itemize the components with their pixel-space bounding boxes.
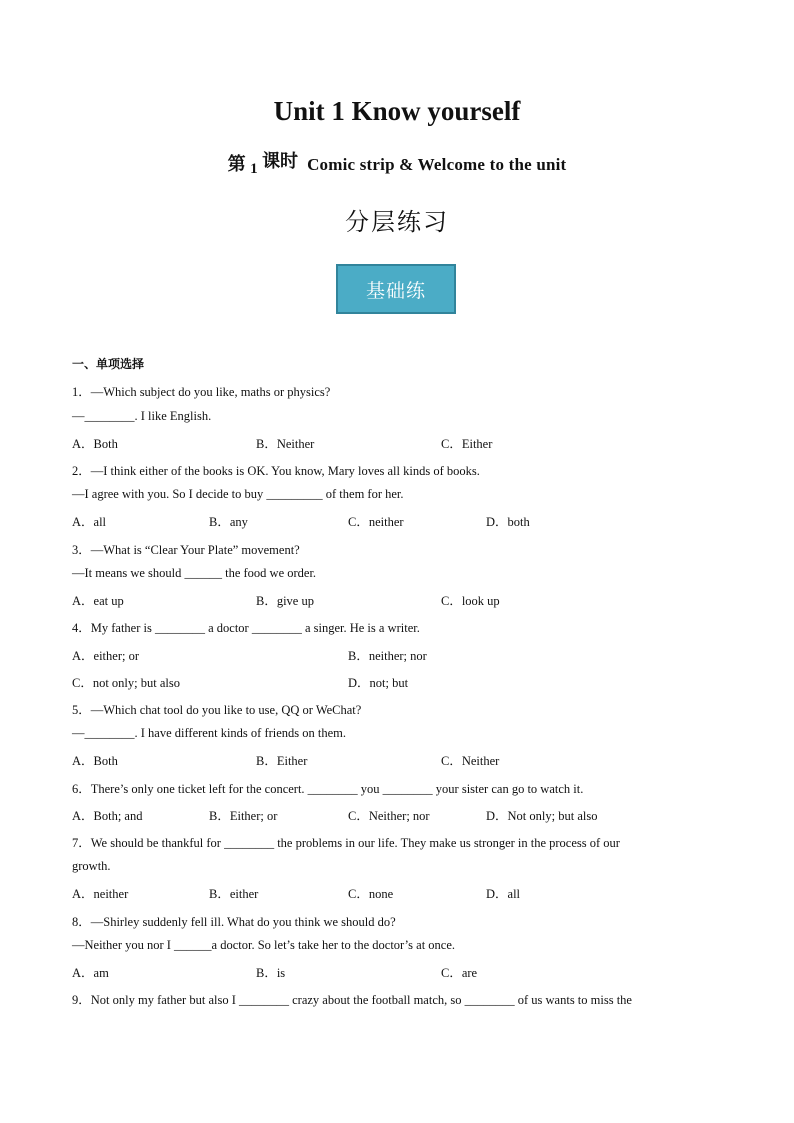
q9-stem: 9．Not only my father but also I ________ crazy about the football match, so ________ of us wants to miss the bbox=[72, 993, 632, 1007]
q7-option-a: A．neither bbox=[72, 887, 129, 901]
q8-line2: —Neither you nor I ______a doctor. So let’s take her to the doctor’s at once. bbox=[72, 938, 456, 952]
q6-option-c: C．Neither; nor bbox=[348, 809, 430, 823]
q7-stem: 7．We should be thankful for ________ the problems in our life. They make us stronger in the process of our bbox=[72, 836, 620, 850]
q3-option-c: C．look up bbox=[441, 594, 500, 608]
lesson-prefix: 第 bbox=[227, 154, 246, 174]
q7-option-c: C．none bbox=[348, 887, 394, 901]
lesson-unit: 课时 bbox=[262, 151, 299, 171]
q8-stem: 8．—Shirley suddenly fell ill. What do you think we should do? bbox=[72, 915, 396, 929]
practice-subtitle: 分层练习 bbox=[345, 208, 449, 236]
q2-line2: —I agree with you. So I decide to buy _________ of them for her. bbox=[72, 487, 404, 501]
q4-stem: 4．My father is ________ a doctor ________ a singer. He is a writer. bbox=[72, 621, 420, 635]
q8-option-b: B．is bbox=[256, 966, 286, 980]
q1-option-b: B．Neither bbox=[256, 437, 315, 451]
q5-option-b: B．Either bbox=[256, 754, 308, 768]
q2-option-d: D．both bbox=[486, 515, 530, 529]
q5-option-c: C．Neither bbox=[441, 754, 500, 768]
q8-option-a: A．am bbox=[72, 966, 109, 980]
q1-option-a: A．Both bbox=[72, 437, 118, 451]
q6-option-a: A．Both; and bbox=[72, 809, 143, 823]
q2-option-a: A．all bbox=[72, 515, 107, 529]
q4-option-b: B．neither; nor bbox=[348, 649, 427, 663]
lesson-name: Comic strip & Welcome to the unit bbox=[307, 155, 567, 174]
q2-stem: 2．—I think either of the books is OK. You know, Mary loves all kinds of books. bbox=[72, 464, 480, 478]
lesson-heading bbox=[0, 150, 794, 178]
q1-line2: —________. I like English. bbox=[72, 409, 212, 423]
section-heading: 一、单项选择 bbox=[72, 357, 145, 371]
q7-line2: growth. bbox=[72, 859, 111, 873]
q6-stem: 6．There’s only one ticket left for the concert. ________ you ________ your sister can go to watch it. bbox=[72, 782, 584, 796]
q3-line2: —It means we should ______ the food we order. bbox=[72, 566, 317, 580]
level-badge: 基础练 bbox=[336, 264, 456, 314]
q5-line2: —________. I have different kinds of friends on them. bbox=[72, 726, 347, 740]
q3-option-a: A．eat up bbox=[72, 594, 124, 608]
q8-option-c: C．are bbox=[441, 966, 478, 980]
lesson-number: 1 bbox=[250, 161, 258, 177]
q3-stem: 3．—What is “Clear Your Plate” movement? bbox=[72, 543, 300, 557]
q2-option-c: C．neither bbox=[348, 515, 404, 529]
q1-option-c: C．Either bbox=[441, 437, 493, 451]
q3-option-b: B．give up bbox=[256, 594, 314, 608]
q6-option-b: B．Either; or bbox=[209, 809, 278, 823]
document-title: Unit 1 Know yourself bbox=[273, 96, 521, 126]
q7-option-d: D．all bbox=[486, 887, 521, 901]
q4-option-a: A．either; or bbox=[72, 649, 139, 663]
q7-option-b: B．either bbox=[209, 887, 259, 901]
q6-option-d: D．Not only; but also bbox=[486, 809, 598, 823]
q2-option-b: B．any bbox=[209, 515, 248, 529]
q4-option-c: C．not only; but also bbox=[72, 676, 180, 690]
q4-option-d: D．not; but bbox=[348, 676, 409, 690]
q5-stem: 5．—Which chat tool do you like to use, QQ or WeChat? bbox=[72, 703, 362, 717]
q5-option-a: A．Both bbox=[72, 754, 118, 768]
q1-stem: 1．—Which subject do you like, maths or physics? bbox=[72, 385, 331, 399]
